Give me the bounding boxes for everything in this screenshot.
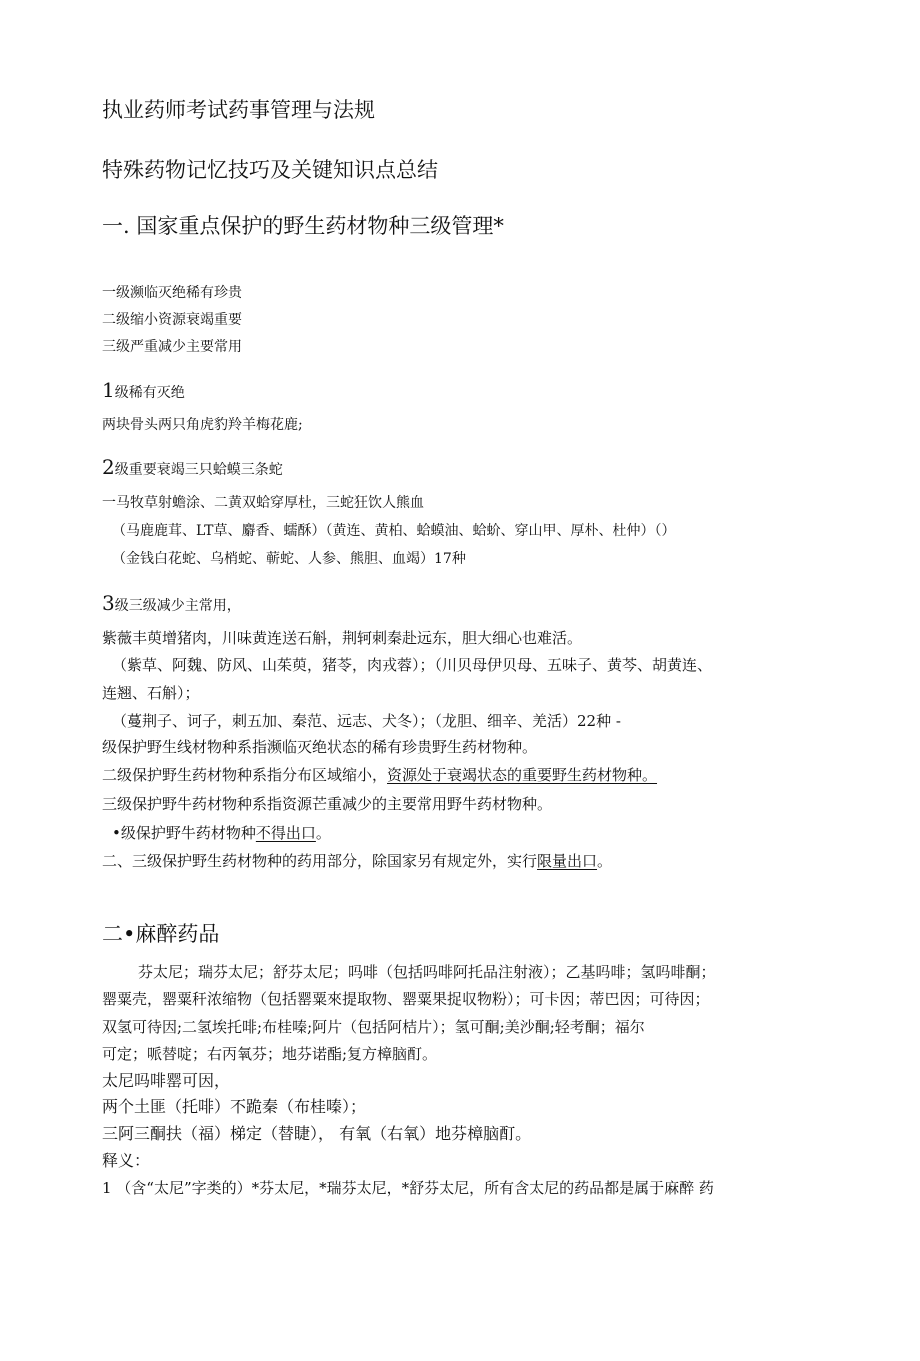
document-subtitle: 特殊药物记忆技巧及关键知识点总结 (102, 158, 438, 182)
explanation-label: 释义： (102, 1151, 151, 1170)
anesthetic-mnemonic-2: 两个土匪（托啡）不跪秦（布桂嗪）； (102, 1097, 367, 1116)
level-3-number: 3 (102, 591, 115, 615)
level-1-heading-text: 级稀有灭绝 (114, 385, 185, 401)
document-title: 执业药师考试药事管理与法规 (102, 98, 375, 122)
level-summary-3: 三级严重减少主要常用 (102, 339, 242, 355)
section-2-heading: 二•麻醉药品 (102, 922, 220, 946)
level-3-list-2: （蔓荆子、诃子，刺五加、秦范、远志、犬冬）；（龙胆、细辛、羌活）22种 - (112, 712, 621, 730)
level-3-list-1a: （紫草、阿魏、防风、山茱萸，猪苓，肉戎蓉）；（川贝母伊贝母、五味子、黄芩、胡黄连、 (112, 656, 713, 674)
explanation-item-1: 1 （含“太尼”字类的）*芬太尼，*瑞芬太尼，*舒芬太尼，所有含太尼的药品都是属于麻醉 药 (102, 1179, 714, 1197)
section-1-heading: 一. 国家重点保护的野生药材物种三级管理* (102, 214, 504, 238)
rule-export-limit-underlined: 限量出口 (537, 852, 598, 870)
drug-list-line-4: 可定；哌替啶；右丙氧芬；地芬诺酯;复方樟脑酊。 (102, 1045, 438, 1063)
rule-level-3: 三级保护野牛药材物种系指资源芒重减少的主要常用野牛药材物种。 (102, 795, 553, 813)
anesthetic-mnemonic-3: 三阿三酮扶（福）梯定（替睫）， 有氧（右氧）地芬樟脑酊。 (102, 1124, 532, 1143)
rule-export-ban-text: •级保护野牛药材物种 (112, 824, 256, 842)
level-2-list-2: （金钱白花蛇、乌梢蛇、蕲蛇、人参、熊胆、血竭）17种 (112, 551, 466, 567)
rule-level-2-underlined: 资源处于衰竭状态的重要野生药材物种。 (387, 766, 658, 784)
level-3-heading (102, 591, 241, 615)
rule-level-2-text: 二级保护野生药材物种系指分布区域缩小， (102, 766, 388, 784)
level-2-mnemonic: 一马牧草射蟾涂、二黄双蛤穿厚杜，三蛇狂饮人熊血 (102, 495, 424, 511)
rule-level-1: 级保护野生线材物种系指濒临灭绝状态的稀有珍贵野生药材物种。 (102, 738, 538, 756)
level-1-mnemonic: 两块骨头两只角虎豹羚羊梅花鹿; (102, 417, 303, 433)
drug-list-line-3: 双氢可待因;二氢埃托啡;布桂嗪;阿片（包括阿桔片）；氢可酮;美沙酮;轻考酮；福尔 (102, 1018, 645, 1036)
level-1-number: 1 (102, 378, 115, 402)
rule-export-limit-end: 。 (597, 852, 613, 870)
level-1-heading (102, 378, 185, 402)
level-2-heading (102, 455, 283, 479)
rule-export-limit (102, 852, 612, 870)
rule-export-limit-text: 二、三级保护野生药材物种的药用部分，除国家另有规定外，实行 (102, 852, 538, 870)
level-3-mnemonic: 紫薇丰萸增猪肉，川味黄连送石斛，荆轲刺秦赴远东，胆大细心也难活。 (102, 629, 583, 647)
rule-export-ban-underlined: 不得出口 (255, 824, 316, 842)
level-summary-2: 二级缩小资源衰竭重要 (102, 312, 242, 328)
level-2-heading-text: 级重要衰竭三只蛤蟆三条蛇 (114, 462, 283, 478)
rule-level-2 (102, 766, 657, 784)
drug-list-line-2: 罂粟壳，罂粟秆浓缩物（包括罂粟來提取物、罂粟果捉収物粉）；可卡因；蒂巴因；可待因； (102, 990, 710, 1008)
level-3-heading-text: 级三级减少主常用， (114, 598, 241, 614)
level-3-list-1b: 连翘、石斛）； (102, 684, 200, 702)
level-summary-1: 一级濒临灭绝稀有珍贵 (102, 285, 242, 301)
rule-export-ban (112, 824, 331, 842)
rule-export-ban-end: 。 (315, 824, 331, 842)
drug-list-line-1: 芬太尼；瑞芬太尼；舒芬太尼；吗啡（包括吗啡阿托品注射液）；乙基吗啡；氢吗啡酮； (138, 963, 716, 981)
level-2-number: 2 (102, 455, 115, 479)
anesthetic-mnemonic-1: 太尼吗啡罂可因， (102, 1071, 231, 1090)
level-2-list-1: （马鹿鹿茸、LT草、麝香、蠕酥）（黄连、黄柏、蛤蟆油、蛤蚧、穿山甲、厚朴、杜仲）（） (112, 523, 676, 539)
